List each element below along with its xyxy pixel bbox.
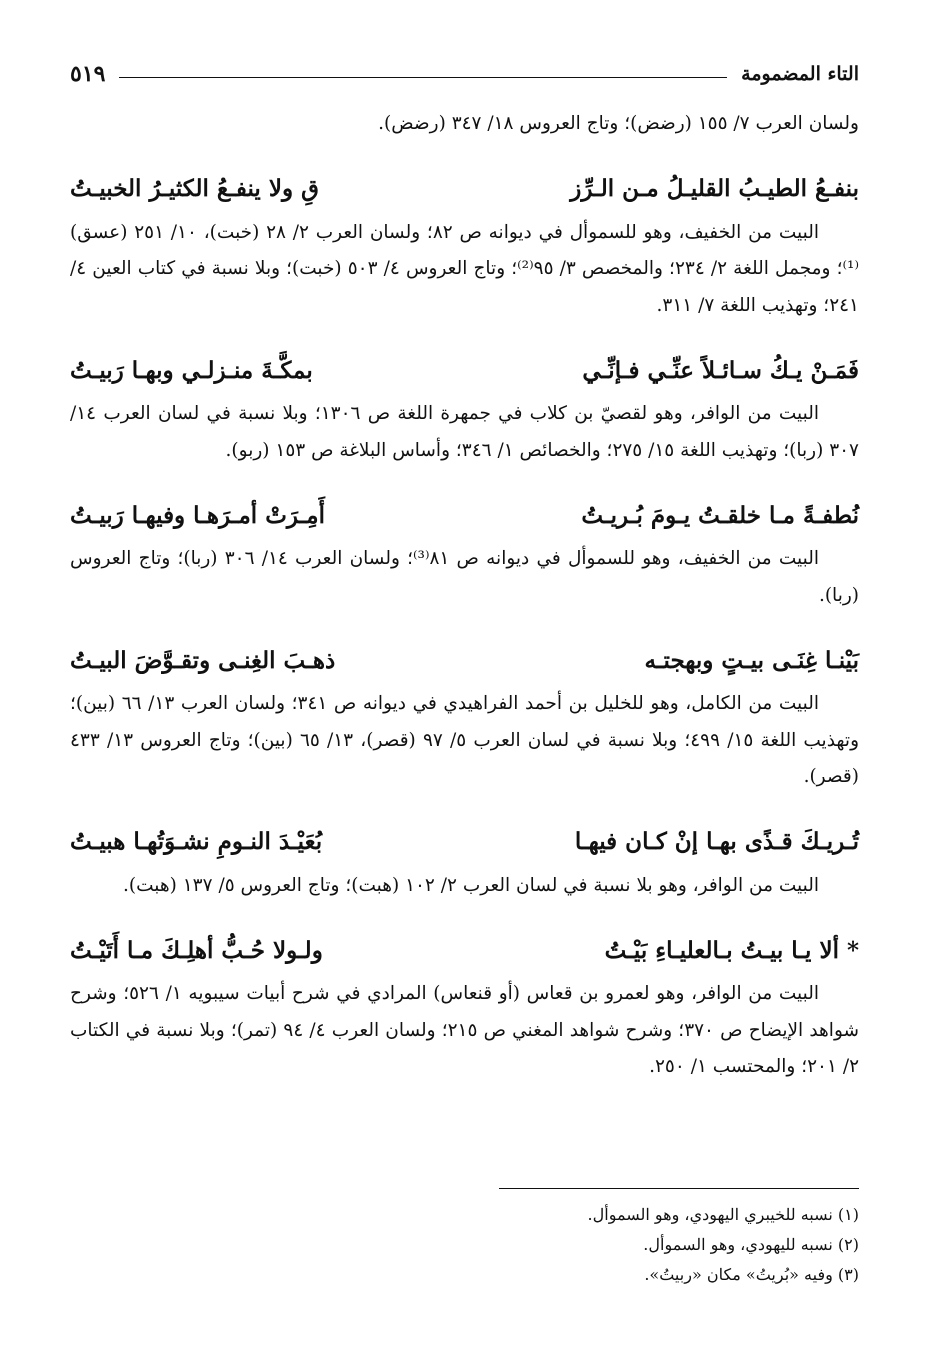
verse-second-hemistich: ذهـبَ الغِنـى وتقـوَّضَ البيـتُ: [70, 646, 336, 674]
entry-3: [70, 495, 859, 614]
verse-commentary: البيت من الوافر، وهو بلا نسبة في لسان العرب ٢/ ١٠٢ (هبت)؛ وتاج العروس ٥/ ١٣٧ (هبت).: [123, 874, 819, 896]
verse-commentary: البيت من الخفيف، وهو للسموأل في ديوانه ص ٨١⁽³⁾؛ ولسان العرب ١٤/ ٣٠٦ (ربا)؛ وتاج العروس (ربا).: [70, 548, 859, 606]
page-body: [70, 106, 859, 1086]
verse-second-hemistich: قِ ولا ينفـعُ الكثيـرُ الخبيـتُ: [70, 175, 319, 202]
verse-first-hemistich: فَمَـنْ يـكُ سـائـلاً عنِّـي فـإنِّـي: [582, 356, 859, 384]
footnote-1: (١) نسبه للخيبري اليهودي، وهو السموأل.: [587, 1205, 859, 1224]
page-header: [70, 58, 859, 90]
verse-first-hemistich: نُطفـةً مـا خلقـتُ يـومَ بُـريـتُ: [581, 501, 859, 529]
verse-first-hemistich: * ألا يـا بيـتُ بـالعليـاءِ بَيْـتُ: [604, 936, 859, 964]
running-title: التاء المضمومة: [741, 63, 859, 85]
verse-line: [70, 495, 859, 535]
verse-line: [70, 930, 859, 970]
verse-first-hemistich: بَيْنـا غِنَـى بيـتٍ وبهجتـه: [644, 646, 859, 674]
verse-commentary: البيت من الوافر، وهو لقصيّ بن كلاب في جمهرة اللغة ص ١٣٠٦؛ وبلا نسبة في لسان العرب ١٤/ ٣٠٧ (ربا)؛ وتهذيب اللغة ١٥/ ٢٧٥؛ والخصائص ١/ ٣٤٦؛ وأساس البلاغة ص ١٥٣ (ربو).: [70, 403, 859, 461]
verse-first-hemistich: تُـريـكَ قـذًى بهـا إنْ كـان فيهـا: [574, 828, 859, 855]
entry-1: [70, 169, 859, 325]
verse-commentary: البيت من الوافر، وهو لعمرو بن قعاس (أو قنعاس) المرادي في شرح أبيات سيبويه ١/ ٥٢٦؛ وشرح شواهد الإيضاح ص ٣٧٠؛ وشرح شواهد المغني ص ٢١٥؛ ولسان العرب ٤/ ٩٤ (تمر)؛ وبلا نسبة في الكتاب ٢/ ٢٠١؛ والمحتسب ١/ ٢٥٠.: [70, 983, 859, 1077]
entry-5: [70, 822, 859, 905]
verse-line: [70, 169, 859, 209]
entry-2: [70, 350, 859, 469]
verse-line: [70, 640, 859, 680]
verse-second-hemistich: أَمِـرَتْ أمـرَهـا وفيهـا رَبيـتُ: [70, 501, 325, 529]
verse-second-hemistich: بمكَّـةَ منـزلـي وبهـا رَبيـتُ: [70, 356, 313, 384]
footnote-3: (٣) وفيه «بُريتُ» مكان «ربيتُ».: [644, 1265, 859, 1284]
verse-second-hemistich: ولـولا حُـبُّ أهلِـكَ مـا أَتَيْـتُ: [70, 936, 323, 964]
entry-4: [70, 640, 859, 796]
entry-6: [70, 930, 859, 1086]
verse-line: [70, 350, 859, 390]
page-number: ٥١٩: [70, 61, 106, 87]
book-page: [70, 0, 859, 1360]
verse-second-hemistich: بُعَيْـدَ النـومِ نشـوَتُهـا هبيـتُ: [70, 828, 323, 855]
footnotes: [70, 1200, 859, 1290]
verse-line: [70, 822, 859, 862]
verse-first-hemistich: بنفـعُ الطيـبُ القليـلُ مـن الـرِّز: [570, 175, 859, 202]
verse-commentary: البيت من الكامل، وهو للخليل بن أحمد الفراهيدي في ديوانه ص ٣٤١؛ ولسان العرب ١٣/ ٦٦ (بين)؛ وتهذيب اللغة ١٥/ ٤٩٩؛ وبلا نسبة في لسان العرب ٥/ ٩٧ (قصر)، ١٣/ ٦٥ (بين)؛ وتاج العروس ١٣/ ٤٣٣ (قصر).: [70, 693, 860, 787]
header-rule: [119, 77, 727, 78]
footnote-rule: [499, 1188, 859, 1189]
footnote-2: (٢) نسبه لليهودي، وهو السموأل.: [643, 1235, 859, 1254]
intro-line: ولسان العرب ٧/ ١٥٥ (رضض)؛ وتاج العروس ١٨/ ٣٤٧ (رضض).: [378, 113, 859, 134]
verse-commentary: البيت من الخفيف، وهو للسموأل في ديوانه ص ٨٢؛ ولسان العرب ٢/ ٢٨ (خبت)، ١٠/ ٢٥١ (عسق)⁽¹⁾؛ ومجمل اللغة ٢/ ٢٣٤؛ والمخصص ٣/ ٩٥⁽²⁾؛ وتاج العروس ٤/ ٥٠٣ (خبت)؛ وبلا نسبة في كتاب العين ٤/ ٢٤١؛ وتهذيب اللغة ٧/ ٣١١.: [70, 221, 859, 316]
